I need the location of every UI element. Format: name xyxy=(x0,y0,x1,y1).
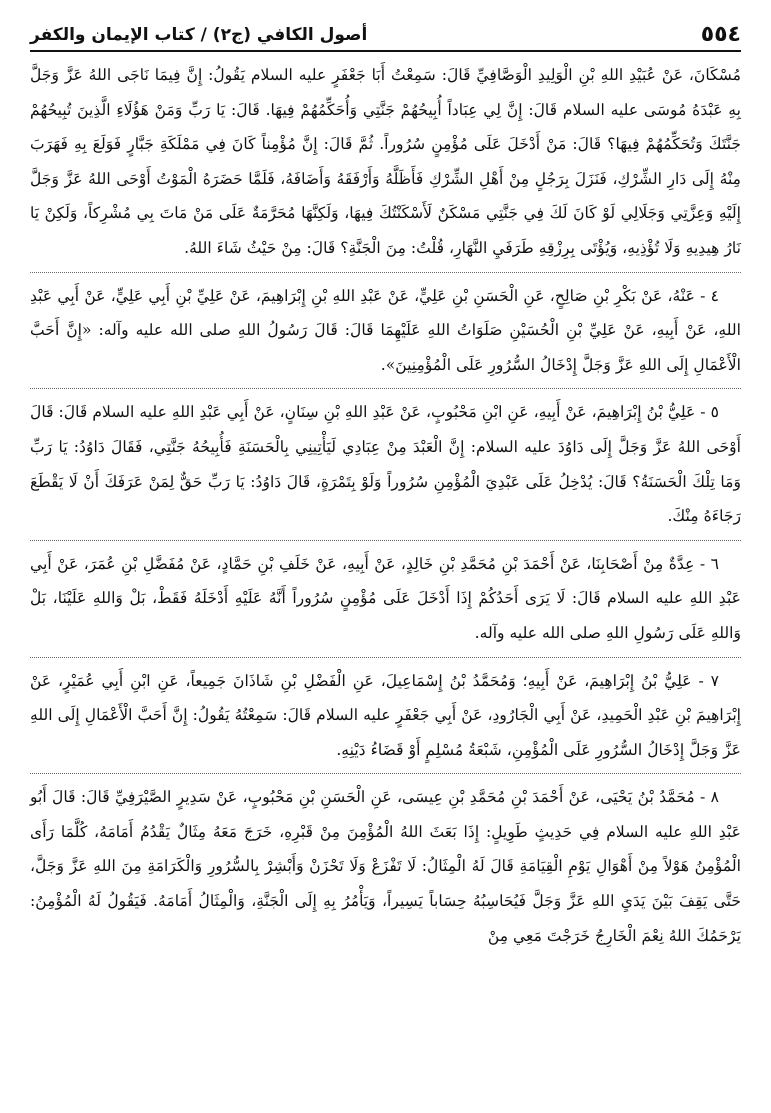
hadith-5: ٥ - عَلِيُّ بْنُ إِبْرَاهِيمَ، عَنْ أَبِيهِ، عَنِ ابْنِ مَحْبُوبٍ، عَنْ عَبْدِ اللهِ بْنِ سِنَانٍ، عَنْ أَبِي عَبْدِ اللهِ عليه السلام قَالَ: قَالَ أَوْحَى اللهُ عَزَّ وَجَلَّ إِلَى دَاوُدَ عليه السلام: إِنَّ الْعَبْدَ مِنْ عِبَادِي لَيَأْتِينِي بِالْحَسَنَةِ فَأُبِيحُهُ جَنَّتِي، فَقَالَ دَاوُدُ: يَا رَبِّ وَمَا تِلْكَ الْحَسَنَةُ؟ قَالَ: يُدْخِلُ عَلَى عَبْدِيَ الْمُؤْمِنِ سُرُوراً وَلَوْ بِتَمْرَةٍ، قَالَ دَاوُدُ: يَا رَبِّ حَقٌّ لِمَنْ عَرَفَكَ أَنْ لَا يَقْطَعَ رَجَاءَهُ مِنْكَ. xyxy=(30,403,741,526)
divider xyxy=(30,657,741,658)
hadith-6: ٦ - عِدَّةٌ مِنْ أَصْحَابِنَا، عَنْ أَحْمَدَ بْنِ مُحَمَّدِ بْنِ خَالِدٍ، عَنْ أَبِيهِ، عَنْ خَلَفِ بْنِ حَمَّادٍ، عَنْ مُفَضَّلِ بْنِ عُمَرَ، عَنْ أَبِي عَبْدِ اللهِ عليه السلام قَالَ: لَا يَرَى أَحَدُكُمْ إِذَا أَدْخَلَ عَلَى مُؤْمِنٍ سُرُوراً أَنَّهُ عَلَيْهِ أَدْخَلَهُ فَقَطْ، بَلْ وَاللهِ عَلَيْنَا، بَلْ وَاللهِ عَلَى رَسُولِ اللهِ صلى الله عليه وآله. xyxy=(30,554,741,642)
hadith-4: ٤ - عَنْهُ، عَنْ بَكْرِ بْنِ صَالِحٍ، عَنِ الْحَسَنِ بْنِ عَلِيٍّ، عَنْ عَبْدِ اللهِ بْنِ إِبْرَاهِيمَ، عَنْ عَلِيِّ بْنِ أَبِي عَلِيٍّ، عَنْ أَبِي عَبْدِ اللهِ، عَنْ أَبِيهِ، عَنْ عَلِيِّ بْنِ الْحُسَيْنِ صَلَوَاتُ اللهِ عَلَيْهِمَا قَالَ: قَالَ رَسُولُ اللهِ صلى الله عليه وآله: «إِنَّ أَحَبَّ الْأَعْمَالِ إِلَى اللهِ عَزَّ وَجَلَّ إِدْخَالُ السُّرُورِ عَلَى الْمُؤْمِنِينَ». xyxy=(30,286,741,374)
divider xyxy=(30,388,741,389)
hadith-7: ٧ - عَلِيُّ بْنُ إِبْرَاهِيمَ، عَنْ أَبِيهِ؛ وَمُحَمَّدُ بْنُ إِسْمَاعِيلَ، عَنِ الْفَضْلِ بْنِ شَاذَانَ جَمِيعاً، عَنِ ابْنِ أَبِي عُمَيْرٍ، عَنْ إِبْرَاهِيمَ بْنِ عَبْدِ الْحَمِيدِ، عَنْ أَبِي الْجَارُودِ، عَنْ أَبِي جَعْفَرٍ عليه السلام قَالَ: سَمِعْتُهُ يَقُولُ: إِنَّ أَحَبَّ الْأَعْمَالِ إِلَى اللهِ عَزَّ وَجَلَّ إِدْخَالُ السُّرُورِ عَلَى الْمُؤْمِنِ، شَبْعَةُ مُسْلِمٍ أَوْ قَضَاءُ دَيْنِهِ. xyxy=(30,671,741,759)
divider xyxy=(30,540,741,541)
page-header xyxy=(30,16,741,52)
hadith-continuation: مُسْكَانَ، عَنْ عُبَيْدِ اللهِ بْنِ الْوَلِيدِ الْوَصَّافِيِّ قَالَ: سَمِعْتُ أَبَا جَعْفَرٍ عليه السلام يَقُولُ: إِنَّ فِيمَا نَاجَى اللهُ عَزَّ وَجَلَّ بِهِ عَبْدَهُ مُوسَى عليه السلام قَالَ: إِنَّ لِي عِبَاداً أُبِيحُهُمْ جَنَّتِي وَأُحَكِّمُهُمْ فِيهَا. قَالَ: يَا رَبِّ وَمَنْ هَؤُلَاءِ الَّذِينَ تُبِيحُهُمْ جَنَّتَكَ وَتُحَكِّمُهُمْ فِيهَا؟ قَالَ: مَنْ أَدْخَلَ عَلَى مُؤْمِنٍ سُرُوراً. ثُمَّ قَالَ: إِنَّ مُؤْمِناً كَانَ فِي مَمْلَكَةِ جَبَّارٍ فَوَلَعَ بِهِ فَهَرَبَ مِنْهُ إِلَى دَارِ الشِّرْكِ، فَنَزَلَ بِرَجُلٍ مِنْ أَهْلِ الشِّرْكِ فَأَظَلَّهُ وَأَرْفَقَهُ وَأَضَافَهُ، فَلَمَّا حَضَرَهُ الْمَوْتُ أَوْحَى اللهُ عَزَّ وَجَلَّ إِلَيْهِ وَعِزَّتِي وَجَلَالِي لَوْ كَانَ لَكَ فِي جَنَّتِي مَسْكَنٌ لَأَسْكَنْتُكَ فِيهَا، وَلَكِنَّهَا مُحَرَّمَةٌ عَلَى مَنْ مَاتَ بِي مُشْرِكاً، وَلَكِنْ يَا نَارُ هِيدِيهِ وَلَا تُؤْذِيهِ، وَيُؤْتَى بِرِزْقِهِ طَرَفَيِ النَّهَارِ، قُلْتُ: مِنَ الْجَنَّةِ؟ قَالَ: مِنْ حَيْثُ شَاءَ اللهُ. xyxy=(30,66,741,257)
page-body xyxy=(30,58,741,953)
running-title: أصول الكافي (ج٢) / كتاب الإيمان والكفر xyxy=(30,25,368,45)
divider xyxy=(30,272,741,273)
divider xyxy=(30,773,741,774)
page-number: ٥٥٤ xyxy=(700,22,741,47)
hadith-8: ٨ - مُحَمَّدُ بْنُ يَحْيَى، عَنْ أَحْمَدَ بْنِ مُحَمَّدِ بْنِ عِيسَى، عَنِ الْحَسَنِ بْنِ مَحْبُوبٍ، عَنْ سَدِيرٍ الصَّيْرَفِيِّ قَالَ: قَالَ أَبُو عَبْدِ اللهِ عليه السلام فِي حَدِيثٍ طَوِيلٍ: إِذَا بَعَثَ اللهُ الْمُؤْمِنَ مِنْ قَبْرِهِ، خَرَجَ مَعَهُ مِثَالٌ يَقْدُمُ أَمَامَهُ، كُلَّمَا رَأَى الْمُؤْمِنُ هَوْلاً مِنْ أَهْوَالِ يَوْمِ الْقِيَامَةِ قَالَ لَهُ الْمِثَالُ: لَا تَفْزَعْ وَلَا تَحْزَنْ وَأَبْشِرْ بِالسُّرُورِ وَالْكَرَامَةِ مِنَ اللهِ عَزَّ وَجَلَّ، حَتَّى يَقِفَ بَيْنَ يَدَيِ اللهِ عَزَّ وَجَلَّ فَيُحَاسِبُهُ حِسَاباً يَسِيراً، وَيَأْمُرُ بِهِ إِلَى الْجَنَّةِ، وَالْمِثَالُ أَمَامَهُ. فَيَقُولُ لَهُ الْمُؤْمِنُ: يَرْحَمُكَ اللهُ نِعْمَ الْخَارِجُ خَرَجْتَ مَعِي مِنْ xyxy=(30,788,741,945)
